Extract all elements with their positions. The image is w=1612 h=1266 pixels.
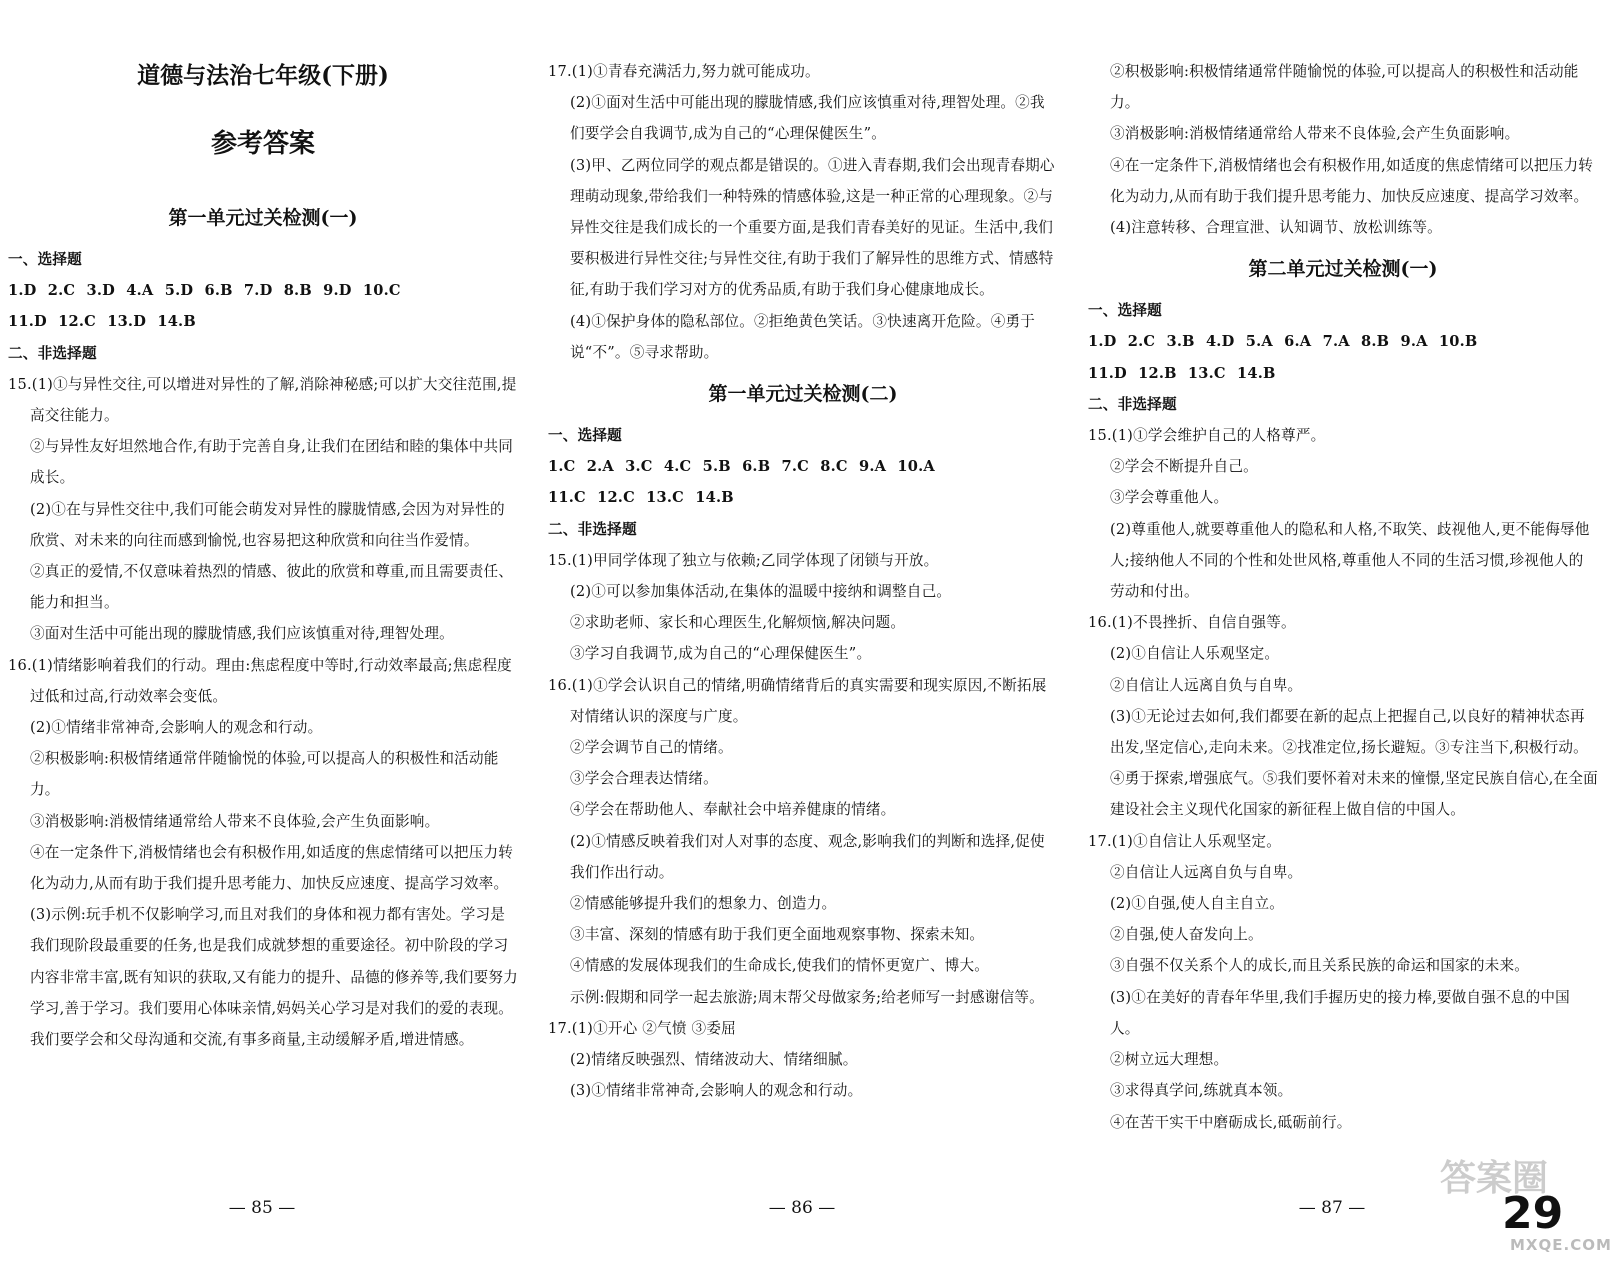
answer-paragraph: ③自强不仅关系个人的成长,而且关系民族的命运和国家的未来。 xyxy=(1110,957,1530,975)
answer-paragraph: ②情感能够提升我们的想象力、创造力。 xyxy=(570,895,837,913)
answer-paragraph: ③丰富、深刻的情感有助于我们更全面地观察事物、探索未知。 xyxy=(570,926,985,944)
column-page-87 xyxy=(1088,56,1598,1196)
answer-paragraph: ②自信让人远离自负与自卑。 xyxy=(1110,676,1303,694)
column-page-86 xyxy=(548,56,1058,1196)
answer-paragraph: 17.(1)①开心 ②气愤 ③委屈 xyxy=(548,1019,736,1037)
answer-paragraph: ②求助老师、家长和心理医生,化解烦恼,解决问题。 xyxy=(570,614,906,632)
choice-answers: 11.D 12.C 13.D 14.B xyxy=(8,313,196,331)
answer-paragraph: (2)①面对生活中可能出现的朦胧情感,我们应该慎重对待,理智处理。②我们要学会自我调节,成为自己的“心理保健医生”。 xyxy=(570,94,1045,143)
answer-paragraph: (4)①保护身体的隐私部位。②拒绝黄色笑话。③快速离开危险。④勇于说“不”。⑤寻求帮助。 xyxy=(570,312,1036,361)
choice-answers: 1.D 2.C 3.B 4.D 5.A 6.A 7.A 8.B 9.A 10.B xyxy=(1088,333,1478,351)
answer-paragraph: ④在苦干实干中磨砺成长,砥砺前行。 xyxy=(1110,1113,1352,1131)
answer-paragraph: (2)①自信让人乐观坚定。 xyxy=(1110,645,1280,663)
answer-lines xyxy=(8,244,518,1055)
answer-paragraph: (2)尊重他人,就要尊重他人的隐私和人格,不取笑、歧视他人,更不能侮辱他人;接纳他人不同的个性和处世风格,尊重他人不同的生活习惯,珍视他人的劳动和付出。 xyxy=(1110,520,1590,601)
page-number: — 86 — xyxy=(768,1198,836,1218)
answer-paragraph: 16.(1)情绪影响着我们的行动。理由:焦虑程度中等时,行动效率最高;焦虑程度过低和过高,行动效率会变低。 xyxy=(8,656,512,705)
page-number: — 85 — xyxy=(228,1198,296,1218)
answer-paragraph: 15.(1)甲同学体现了独立与依赖;乙同学体现了闭锁与开放。 xyxy=(548,551,939,569)
answer-paragraph: ②与异性友好坦然地合作,有助于完善自身,让我们在团结和睦的集体中共同成长。 xyxy=(30,438,514,487)
answer-paragraph: ③学会尊重他人。 xyxy=(1110,489,1229,507)
answer-paragraph: (2)①可以参加集体活动,在集体的温暖中接纳和调整自己。 xyxy=(570,583,952,601)
answer-paragraph: ②自信让人远离自负与自卑。 xyxy=(1110,863,1303,881)
answer-paragraph: 15.(1)①学会维护自己的人格尊严。 xyxy=(1088,427,1326,445)
answer-paragraph: 15.(1)①与异性交往,可以增进对异性的了解,消除神秘感;可以扩大交往范围,提高交往能力。 xyxy=(8,375,517,425)
answer-paragraph: (2)①情绪非常神奇,会影响人的观念和行动。 xyxy=(30,719,323,737)
answer-paragraph: 16.(1)①学会认识自己的情绪,明确情绪背后的真实需要和现实原因,不断拓展对情绪认识的深度与广度。 xyxy=(548,676,1047,725)
answer-paragraph: ④学会在帮助他人、奉献社会中培养健康的情绪。 xyxy=(570,801,896,819)
answer-title: 参考答案 xyxy=(210,129,315,159)
answer-paragraph: (2)情绪反映强烈、情绪波动大、情绪细腻。 xyxy=(570,1051,858,1069)
page-number: — 87 — xyxy=(1298,1198,1366,1218)
choice-answers: 1.C 2.A 3.C 4.C 5.B 6.B 7.C 8.C 9.A 10.A xyxy=(548,458,935,476)
choice-answers: 11.C 12.C 13.C 14.B xyxy=(548,489,734,507)
section-title: 第一单元过关检测(一) xyxy=(168,207,358,229)
question-heading: 一、选择题 xyxy=(1088,302,1162,320)
answer-paragraph: (3)①情绪非常神奇,会影响人的观念和行动。 xyxy=(570,1082,863,1100)
choice-answers: 1.D 2.C 3.D 4.A 5.D 6.B 7.D 8.B 9.D 10.C xyxy=(8,282,401,300)
answer-lines xyxy=(548,56,1058,368)
answer-paragraph: ②学会不断提升自己。 xyxy=(1110,458,1258,476)
answer-paragraph: (3)示例:玩手机不仅影响学习,而且对我们的身体和视力都有害处。学习是我们现阶段最重要的任务,也是我们成就梦想的重要途径。初中阶段的学习内容非常丰富,既有知识的获取,又有能力的提升、品德的修养等,我们要努力学习,善于学习。我们要用心体味亲情,妈妈关心学习是对我们的爱的表现。我们要学会和父母沟通和交流,有事多商量,主动缓解矛盾,增进情感。 xyxy=(30,906,518,1049)
answer-paragraph: ③学习自我调节,成为自己的“心理保健医生”。 xyxy=(570,645,872,663)
watermark-site: MXQE.COM xyxy=(1510,1236,1612,1254)
answer-paragraph: ③学会合理表达情绪。 xyxy=(570,770,718,788)
answer-paragraph: 示例:假期和同学一起去旅游;周末帮父母做家务;给老师写一封感谢信等。 xyxy=(570,988,1044,1006)
answer-paragraph: ③消极影响:消极情绪通常给人带来不良体验,会产生负面影响。 xyxy=(30,812,440,830)
answer-paragraph: (4)注意转移、合理宣泄、认知调节、放松训练等。 xyxy=(1110,219,1442,237)
section-title: 第二单元过关检测(一) xyxy=(1248,258,1438,281)
answer-paragraph: (3)①无论过去如何,我们都要在新的起点上把握自己,以良好的精神状态再出发,坚定信心,走向未来。②找准定位,扬长避短。③专注当下,积极行动。④勇于探索,增强底气。⑤我们要怀着对未来的憧憬,坚定民族自信心,在全面建设社会主义现代化国家的新征程上做自信的中国人。 xyxy=(1110,707,1598,819)
answer-paragraph: ②树立远大理想。 xyxy=(1110,1051,1229,1069)
answer-paragraph: ③消极影响:消极情绪通常给人带来不良体验,会产生负面影响。 xyxy=(1110,125,1520,143)
watermark-number: 29 xyxy=(1502,1188,1564,1239)
question-heading: 一、选择题 xyxy=(548,427,622,445)
answer-paragraph: ④情感的发展体现我们的生命成长,使我们的情怀更宽广、博大。 xyxy=(570,957,990,975)
answer-paragraph: ③面对生活中可能出现的朦胧情感,我们应该慎重对待,理智处理。 xyxy=(30,625,454,643)
answer-paragraph: (3)甲、乙两位同学的观点都是错误的。①进入青春期,我们会出现青春期心理萌动现象,带给我们一种特殊的情感体验,这是一种正常的心理现象。②与异性交往是我们成长的一个重要方面,是我们青春美好的见证。生活中,我们要积极进行异性交往;与异性交往,有助于我们了解异性的思维方式、情感特征,有助于我们学习对方的优秀品质,有助于我们身心健康地成长。 xyxy=(570,156,1055,299)
answer-paragraph: (3)①在美好的青春年华里,我们手握历史的接力棒,要做自强不息的中国人。 xyxy=(1110,988,1570,1037)
answer-paragraph: ②自强,使人奋发向上。 xyxy=(1110,926,1263,944)
question-heading: 二、非选择题 xyxy=(1088,395,1177,413)
answer-paragraph: (2)①情感反映着我们对人对事的态度、观念,影响我们的判断和选择,促使我们作出行动。 xyxy=(570,832,1045,881)
question-heading: 一、选择题 xyxy=(8,251,82,268)
section-title: 第一单元过关检测(二) xyxy=(708,383,898,406)
answer-paragraph: 16.(1)不畏挫折、自信自强等。 xyxy=(1088,614,1296,632)
question-heading: 二、非选择题 xyxy=(548,520,637,538)
question-heading: 二、非选择题 xyxy=(8,344,97,362)
answer-paragraph: ④在一定条件下,消极情绪也会有积极作用,如适度的焦虑情绪可以把压力转化为动力,从而有助于我们提升思考能力、加快反应速度、提高学习效率。 xyxy=(1110,156,1594,205)
answer-paragraph: ③求得真学问,练就真本领。 xyxy=(1110,1082,1293,1100)
answer-lines xyxy=(1088,295,1598,1137)
answer-paragraph: 17.(1)①青春充满活力,努力就可能成功。 xyxy=(548,63,820,80)
answer-paragraph: (2)①自强,使人自主自立。 xyxy=(1110,895,1285,913)
answer-paragraph: ②积极影响:积极情绪通常伴随愉悦的体验,可以提高人的积极性和活动能力。 xyxy=(30,750,499,799)
answer-paragraph: ②真正的爱情,不仅意味着热烈的情感、彼此的欣赏和尊重,而且需要责任、能力和担当。 xyxy=(30,563,514,612)
watermark-logo: 答案圈 xyxy=(1440,1158,1549,1199)
book-title: 道德与法治七年级(下册) xyxy=(137,62,389,89)
answer-lines xyxy=(548,420,1058,1106)
answer-lines xyxy=(1088,56,1598,243)
answer-paragraph: ④在一定条件下,消极情绪也会有积极作用,如适度的焦虑情绪可以把压力转化为动力,从而有助于我们提升思考能力、加快反应速度、提高学习效率。 xyxy=(30,843,514,893)
answer-paragraph: ②学会调节自己的情绪。 xyxy=(570,739,733,757)
answer-paragraph: ②积极影响:积极情绪通常伴随愉悦的体验,可以提高人的积极性和活动能力。 xyxy=(1110,63,1579,112)
answer-paragraph: (2)①在与异性交往中,我们可能会萌发对异性的朦胧情感,会因为对异性的欣赏、对未来的向往而感到愉悦,也容易把这种欣赏和向往当作爱情。 xyxy=(30,500,505,549)
column-page-85 xyxy=(8,56,518,1196)
choice-answers: 11.D 12.B 13.C 14.B xyxy=(1088,364,1276,382)
answer-paragraph: 17.(1)①自信让人乐观坚定。 xyxy=(1088,832,1282,850)
